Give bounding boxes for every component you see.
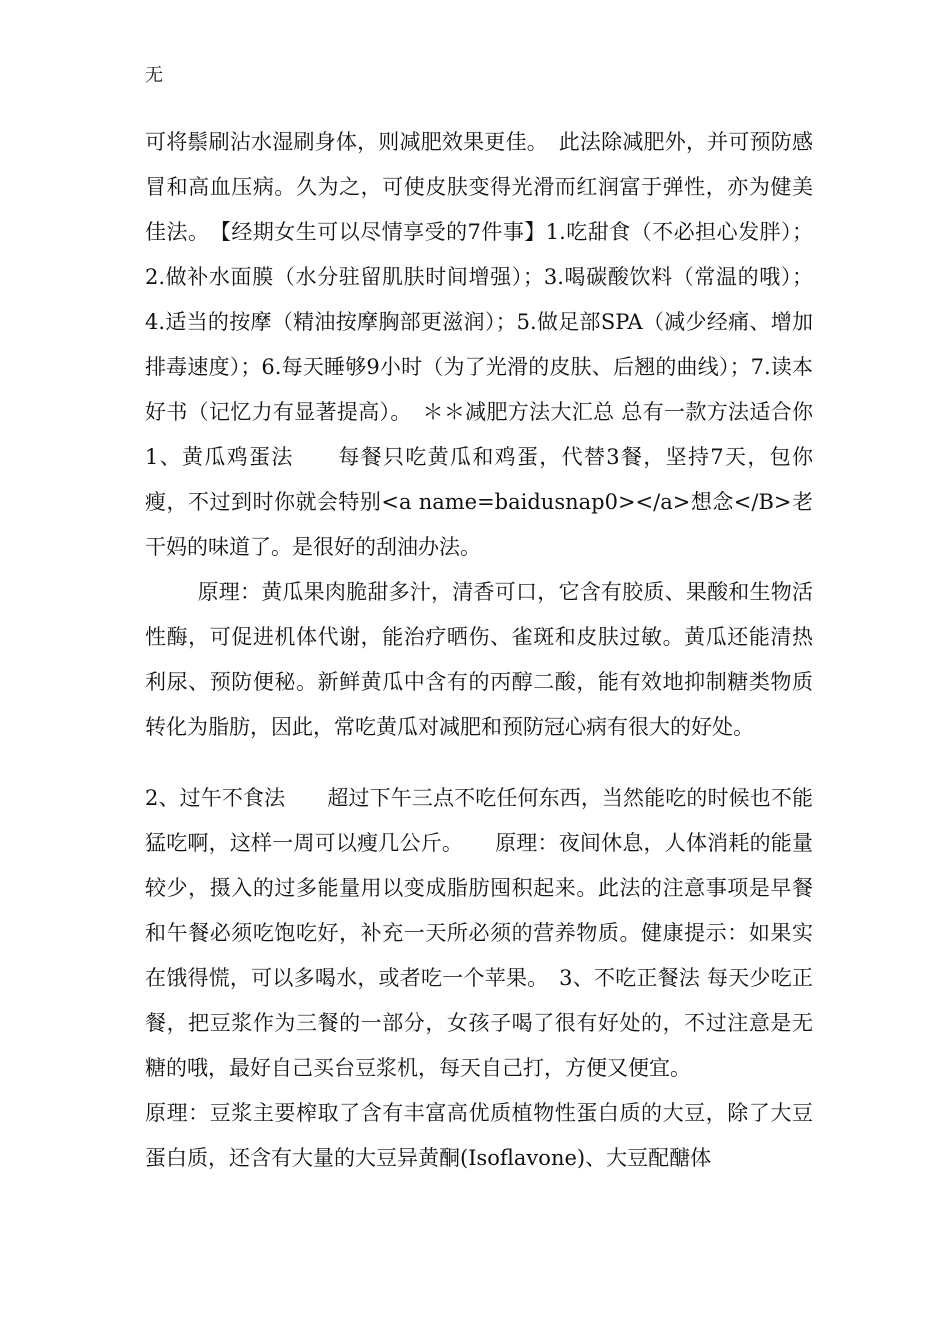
paragraph-methods-2-3: 2、过午不食法 超过下午三点不吃任何东西，当然能吃的时候也不能猛吃啊，这样一周可以瘦几公斤。 原理：夜间休息，人体消耗的能量较少，摄入的过多能量用以变成脂肪囤积起来。此法的注意事项是早餐和午餐必须吃饱吃好，补充一天所必须的营养物质。健康提示：如果实在饿得慌，可以多喝水，或者吃一个苹果。 3、不吃正餐法 每天少吃正餐，把豆浆作为三餐的一部分，女孩子喝了很有好处的，不过注意是无糖的哦，最好自己买台豆浆机，每天自己打，方便又便宜。 xyxy=(145,786,813,1080)
document-body xyxy=(145,120,813,1181)
page-header: 无 xyxy=(145,65,163,86)
paragraph-intro: 可将鬃刷沾水湿刷身体，则减肥效果更佳。 此法除减肥外，并可预防感冒和高血压病。久为之，可使皮肤变得光滑而红润富于弹性，亦为健美佳法。 【经期女生可以尽情享受的7件事】1.吃甜食（不必担心发胖）；2.做补水面膜（水分驻留肌肤时间增强）；3.喝碳酸饮料（常温的哦）；4.适当的按摩（精油按摩胸部更滋润）；5.做足部SPA（减少经痛、增加排毒速度）；6.每天睡够9小时（为了光滑的皮肤、后翘的曲线）；7.读本好书（记忆力有显著提高）。 ＊＊减肥方法大汇总 总有一款方法适合你 1、黄瓜鸡蛋法 每餐只吃黄瓜和鸡蛋，代替3餐，坚持7天，包你瘦，不过到时你就会特别<a name=baidusnap0></a>想念</B>老干妈的味道了。是很好的刮油办法。 xyxy=(145,130,813,559)
paragraph-soy-principle: 原理：豆浆主要榨取了含有丰富高优质植物性蛋白质的大豆，除了大豆蛋白质，还含有大量的大豆异黄酮(Isoflavone)、大豆配醣体 xyxy=(145,1101,813,1170)
paragraph-spacer xyxy=(145,750,813,776)
paragraph-cucumber-principle: 原理：黄瓜果肉脆甜多汁，清香可口，它含有胶质、果酸和生物活性酶，可促进机体代谢，能治疗晒伤、雀斑和皮肤过敏。黄瓜还能清热利尿、预防便秘。新鲜黄瓜中含有的丙醇二酸，能有效地抑制糖类物质转化为脂肪，因此，常吃黄瓜对减肥和预防冠心病有很大的好处。 xyxy=(145,580,813,739)
